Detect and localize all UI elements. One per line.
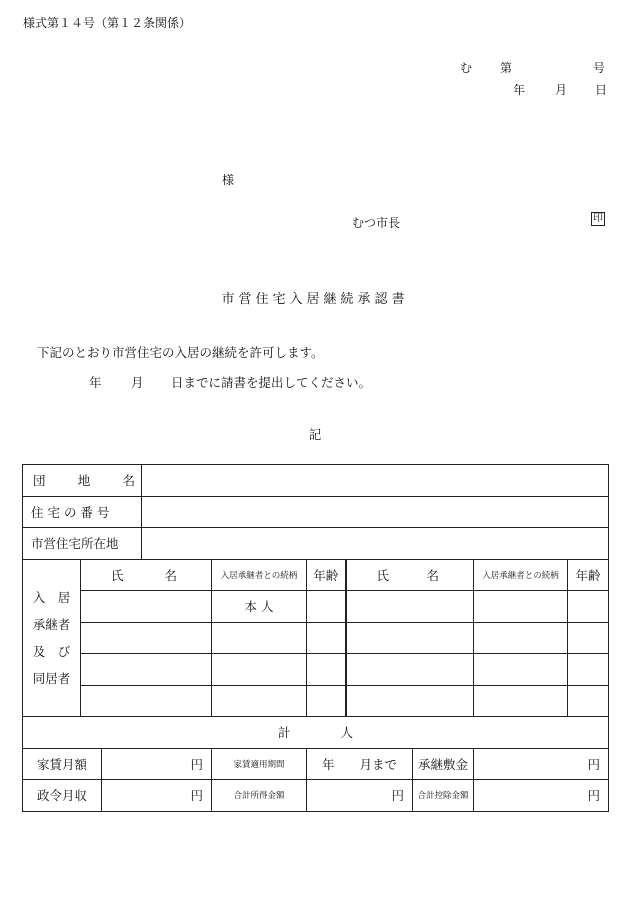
house-number-label: 住 宅 の 番 号 (23, 496, 142, 528)
occupant-name-cell[interactable] (346, 591, 474, 623)
occupant-relation-cell[interactable] (474, 622, 568, 654)
income-label: 政令月収 (23, 780, 102, 812)
total-deduction-label: 合計控除金額 (413, 780, 474, 812)
occupant-name-cell[interactable] (346, 622, 474, 654)
doc-number-go: 号 (593, 61, 606, 75)
location-row (23, 528, 609, 560)
approval-form-table (22, 464, 609, 812)
occupant-relation-cell[interactable] (212, 654, 307, 686)
deadline-rest: 日までに請書を提出してください。 (171, 375, 372, 390)
location-label: 市営住宅所在地 (23, 528, 142, 560)
ki-heading: 記 (308, 427, 322, 442)
rent-period-value[interactable]: 年 月まで (307, 748, 413, 780)
total-persons: 計 人 (23, 717, 609, 749)
occupant-name-cell[interactable] (346, 685, 474, 717)
occupant-side-label: 入 居 承継者 及 び 同居者 (23, 559, 81, 717)
occupant-name-cell[interactable] (81, 685, 212, 717)
deadline-year: 年 (89, 375, 102, 390)
occupant-relation-cell[interactable] (212, 685, 307, 717)
col-relation-left: 入居承継者との続柄 (212, 559, 307, 591)
occupant-age-cell[interactable] (568, 622, 609, 654)
date-day: 日 (595, 83, 608, 97)
total-income-value[interactable]: 円 (307, 780, 413, 812)
occupant-name-cell[interactable] (81, 622, 212, 654)
occupant-relation-cell[interactable] (474, 591, 568, 623)
col-age-right: 年齢 (568, 559, 609, 591)
deposit-label: 承継敷金 (413, 748, 474, 780)
location-value[interactable] (142, 528, 609, 560)
occupant-age-cell[interactable] (568, 685, 609, 717)
body-line-1: 下記のとおり市営住宅の入居の継続を許可します。 (37, 345, 324, 360)
occupant-row (23, 685, 609, 717)
occupant-name-cell[interactable] (346, 654, 474, 686)
form-number: 様式第１４号（第１２条関係） (23, 16, 192, 30)
income-row (23, 780, 609, 812)
occupant-age-cell[interactable] (568, 591, 609, 623)
rent-value[interactable]: 円 (102, 748, 212, 780)
occupant-header-row (23, 559, 609, 591)
occupant-relation-cell[interactable] (212, 622, 307, 654)
seal-mark: 印 (593, 213, 603, 224)
total-row (23, 717, 609, 749)
rent-label: 家賃月額 (23, 748, 102, 780)
doc-number-dai: 第 (500, 61, 513, 75)
occupant-age-cell[interactable] (307, 654, 346, 686)
col-name-right: 氏 名 (346, 559, 474, 591)
house-number-row (23, 496, 609, 528)
occupant-relation-cell[interactable] (474, 654, 568, 686)
doc-number-prefix: む (460, 61, 473, 75)
danchi-value[interactable] (142, 465, 609, 497)
danchi-row (23, 465, 609, 497)
income-value[interactable]: 円 (102, 780, 212, 812)
total-deduction-value[interactable]: 円 (474, 780, 609, 812)
col-age-left: 年齢 (307, 559, 346, 591)
date-month: 月 (555, 83, 568, 97)
occupant-row (23, 622, 609, 654)
occupant-name-cell[interactable] (81, 654, 212, 686)
issuer-name: むつ市長 (352, 216, 401, 230)
occupant-relation-cell[interactable] (474, 685, 568, 717)
occupant-name-cell[interactable] (81, 591, 212, 623)
self-relation: 本 人 (212, 591, 307, 623)
occupant-age-cell[interactable] (307, 685, 346, 717)
deposit-value[interactable]: 円 (474, 748, 609, 780)
house-number-value[interactable] (142, 496, 609, 528)
occupant-row (23, 591, 609, 623)
deadline-month: 月 (131, 375, 144, 390)
occupant-age-cell[interactable] (307, 591, 346, 623)
rent-period-label: 家賃適用期間 (212, 748, 307, 780)
col-name-left: 氏 名 (81, 559, 212, 591)
document-title: 市営住宅入居継続承認書 (221, 292, 409, 307)
addressee-honorific: 様 (222, 173, 235, 187)
rent-row (23, 748, 609, 780)
col-relation-right: 入居承継者との続柄 (474, 559, 568, 591)
danchi-label: 団 地 名 (23, 465, 142, 497)
occupant-age-cell[interactable] (307, 622, 346, 654)
occupant-age-cell[interactable] (568, 654, 609, 686)
occupant-row (23, 654, 609, 686)
total-income-label: 合計所得金額 (212, 780, 307, 812)
date-year: 年 (513, 83, 526, 97)
